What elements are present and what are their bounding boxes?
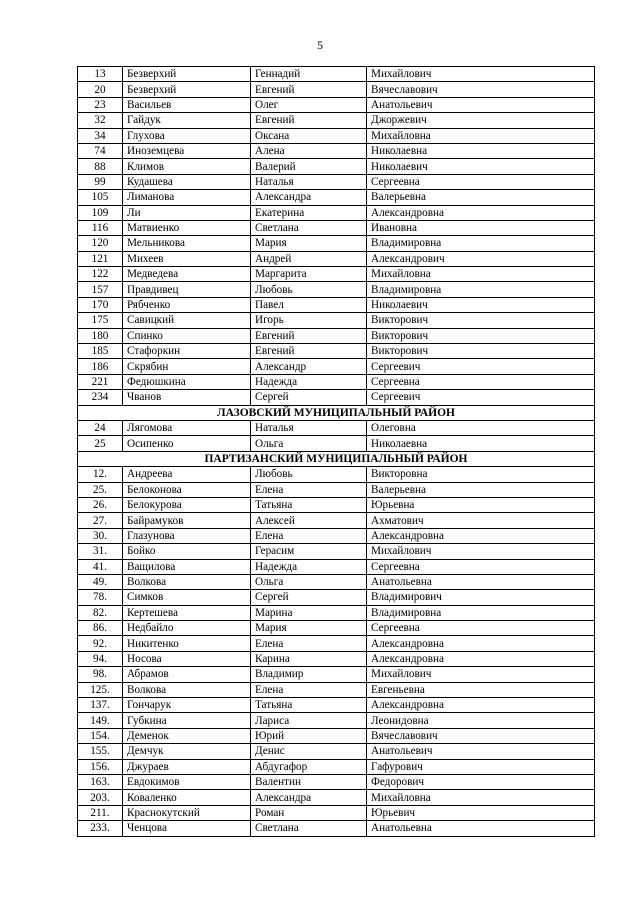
patronymic-cell: Ивановна	[367, 220, 595, 235]
table-row	[78, 497, 595, 512]
row-number-cell: 234	[78, 390, 123, 405]
last-name-cell: Недбайло	[123, 621, 251, 636]
first-name-cell: Карина	[251, 651, 367, 666]
last-name-cell: Андреева	[123, 467, 251, 482]
row-number-cell: 125.	[78, 682, 123, 697]
row-number-cell: 20	[78, 82, 123, 97]
first-name-cell: Ольга	[251, 574, 367, 589]
row-number-cell: 149.	[78, 713, 123, 728]
first-name-cell: Александра	[251, 190, 367, 205]
patronymic-cell: Сергеевна	[367, 174, 595, 189]
patronymic-cell: Владимирович	[367, 590, 595, 605]
patronymic-cell: Николаевна	[367, 143, 595, 158]
last-name-cell: Ченцова	[123, 821, 251, 836]
table-row	[78, 621, 595, 636]
patronymic-cell: Юрьевна	[367, 497, 595, 512]
last-name-cell: Осипенко	[123, 436, 251, 451]
table-row	[78, 420, 595, 435]
table-row	[78, 805, 595, 820]
row-number-cell: 186	[78, 359, 123, 374]
last-name-cell: Федюшкина	[123, 374, 251, 389]
row-number-cell: 175	[78, 313, 123, 328]
table-row	[78, 82, 595, 97]
first-name-cell: Надежда	[251, 374, 367, 389]
patronymic-cell: Вячеславович	[367, 728, 595, 743]
first-name-cell: Александра	[251, 790, 367, 805]
table-row	[78, 759, 595, 774]
table-row	[78, 744, 595, 759]
first-name-cell: Лариса	[251, 713, 367, 728]
first-name-cell: Алексей	[251, 513, 367, 528]
patronymic-cell: Михайлович	[367, 544, 595, 559]
table-row	[78, 528, 595, 543]
row-number-cell: 82.	[78, 605, 123, 620]
first-name-cell: Наталья	[251, 174, 367, 189]
row-number-cell: 203.	[78, 790, 123, 805]
table-row	[78, 667, 595, 682]
last-name-cell: Кудашева	[123, 174, 251, 189]
patronymic-cell: Николаевна	[367, 436, 595, 451]
last-name-cell: Савицкий	[123, 313, 251, 328]
row-number-cell: 105	[78, 190, 123, 205]
row-number-cell: 221	[78, 374, 123, 389]
row-number-cell: 12.	[78, 467, 123, 482]
table-row	[78, 220, 595, 235]
first-name-cell: Надежда	[251, 559, 367, 574]
first-name-cell: Светлана	[251, 220, 367, 235]
row-number-cell: 99	[78, 174, 123, 189]
row-number-cell: 120	[78, 236, 123, 251]
table-row	[78, 467, 595, 482]
row-number-cell: 92.	[78, 636, 123, 651]
patronymic-cell: Владимировна	[367, 236, 595, 251]
table-row	[78, 67, 595, 82]
district-header-row	[78, 451, 595, 466]
row-number-cell: 94.	[78, 651, 123, 666]
last-name-cell: Рябченко	[123, 297, 251, 312]
patronymic-cell: Викторовна	[367, 467, 595, 482]
first-name-cell: Сергей	[251, 390, 367, 405]
row-number-cell: 49.	[78, 574, 123, 589]
last-name-cell: Лягомова	[123, 420, 251, 435]
table-row	[78, 651, 595, 666]
first-name-cell: Екатерина	[251, 205, 367, 220]
table-row	[78, 559, 595, 574]
patronymic-cell: Анатольевна	[367, 574, 595, 589]
row-number-cell: 116	[78, 220, 123, 235]
last-name-cell: Ли	[123, 205, 251, 220]
last-name-cell: Белокурова	[123, 497, 251, 512]
last-name-cell: Ващилова	[123, 559, 251, 574]
last-name-cell: Глазунова	[123, 528, 251, 543]
table-row	[78, 574, 595, 589]
patronymic-cell: Леонидовна	[367, 713, 595, 728]
table-row	[78, 790, 595, 805]
patronymic-cell: Анатольевич	[367, 744, 595, 759]
table-row	[78, 728, 595, 743]
row-number-cell: 156.	[78, 759, 123, 774]
row-number-cell: 88	[78, 159, 123, 174]
first-name-cell: Евгений	[251, 113, 367, 128]
patronymic-cell: Владимировна	[367, 282, 595, 297]
patronymic-cell: Михайловна	[367, 128, 595, 143]
row-number-cell: 30.	[78, 528, 123, 543]
first-name-cell: Ольга	[251, 436, 367, 451]
patronymic-cell: Александровна	[367, 651, 595, 666]
patronymic-cell: Александровна	[367, 698, 595, 713]
last-name-cell: Стафоркин	[123, 344, 251, 359]
table-row	[78, 436, 595, 451]
last-name-cell: Волкова	[123, 682, 251, 697]
table-row	[78, 544, 595, 559]
table-row	[78, 590, 595, 605]
district-title: ЛАЗОВСКИЙ МУНИЦИПАЛЬНЫЙ РАЙОН	[78, 405, 595, 420]
first-name-cell: Андрей	[251, 251, 367, 266]
first-name-cell: Любовь	[251, 467, 367, 482]
table-row	[78, 267, 595, 282]
last-name-cell: Евдокимов	[123, 774, 251, 789]
last-name-cell: Краснокутский	[123, 805, 251, 820]
first-name-cell: Игорь	[251, 313, 367, 328]
patronymic-cell: Джоржевич	[367, 113, 595, 128]
patronymic-cell: Викторович	[367, 313, 595, 328]
row-number-cell: 163.	[78, 774, 123, 789]
first-name-cell: Олег	[251, 97, 367, 112]
last-name-cell: Бойко	[123, 544, 251, 559]
row-number-cell: 24	[78, 420, 123, 435]
table-row	[78, 143, 595, 158]
first-name-cell: Павел	[251, 297, 367, 312]
row-number-cell: 137.	[78, 698, 123, 713]
last-name-cell: Джураев	[123, 759, 251, 774]
last-name-cell: Правдивец	[123, 282, 251, 297]
last-name-cell: Коваленко	[123, 790, 251, 805]
table-row	[78, 113, 595, 128]
patronymic-cell: Сергеевна	[367, 559, 595, 574]
patronymic-cell: Валерьевна	[367, 482, 595, 497]
row-number-cell: 41.	[78, 559, 123, 574]
patronymic-cell: Михайлович	[367, 667, 595, 682]
first-name-cell: Сергей	[251, 590, 367, 605]
first-name-cell: Елена	[251, 482, 367, 497]
first-name-cell: Евгений	[251, 328, 367, 343]
patronymic-cell: Сергеевич	[367, 359, 595, 374]
patronymic-cell: Александрович	[367, 251, 595, 266]
first-name-cell: Светлана	[251, 821, 367, 836]
patronymic-cell: Александровна	[367, 528, 595, 543]
row-number-cell: 74	[78, 143, 123, 158]
table-row	[78, 205, 595, 220]
patronymic-cell: Владимировна	[367, 605, 595, 620]
table-row	[78, 821, 595, 836]
row-number-cell: 25.	[78, 482, 123, 497]
table-row	[78, 774, 595, 789]
table-row	[78, 251, 595, 266]
table-row	[78, 174, 595, 189]
first-name-cell: Евгений	[251, 344, 367, 359]
row-number-cell: 86.	[78, 621, 123, 636]
last-name-cell: Скрябин	[123, 359, 251, 374]
table-row	[78, 159, 595, 174]
table-row	[78, 190, 595, 205]
last-name-cell: Абрамов	[123, 667, 251, 682]
last-name-cell: Симков	[123, 590, 251, 605]
table-row	[78, 605, 595, 620]
district-title: ПАРТИЗАНСКИЙ МУНИЦИПАЛЬНЫЙ РАЙОН	[78, 451, 595, 466]
patronymic-cell: Валерьевна	[367, 190, 595, 205]
last-name-cell: Глухова	[123, 128, 251, 143]
patronymic-cell: Анатольевич	[367, 97, 595, 112]
row-number-cell: 32	[78, 113, 123, 128]
patronymic-cell: Сергеевич	[367, 390, 595, 405]
last-name-cell: Лиманова	[123, 190, 251, 205]
table-row	[78, 359, 595, 374]
table-row	[78, 482, 595, 497]
first-name-cell: Евгений	[251, 82, 367, 97]
patronymic-cell: Гафурович	[367, 759, 595, 774]
table-row	[78, 513, 595, 528]
first-name-cell: Татьяна	[251, 698, 367, 713]
table-row	[78, 390, 595, 405]
last-name-cell: Климов	[123, 159, 251, 174]
last-name-cell: Никитенко	[123, 636, 251, 651]
last-name-cell: Гончарук	[123, 698, 251, 713]
row-number-cell: 98.	[78, 667, 123, 682]
last-name-cell: Волкова	[123, 574, 251, 589]
first-name-cell: Марина	[251, 605, 367, 620]
last-name-cell: Байрамуков	[123, 513, 251, 528]
row-number-cell: 31.	[78, 544, 123, 559]
table-row	[78, 636, 595, 651]
patronymic-cell: Николаевич	[367, 297, 595, 312]
row-number-cell: 13	[78, 67, 123, 82]
row-number-cell: 155.	[78, 744, 123, 759]
row-number-cell: 157	[78, 282, 123, 297]
last-name-cell: Васильев	[123, 97, 251, 112]
first-name-cell: Оксана	[251, 128, 367, 143]
first-name-cell: Александр	[251, 359, 367, 374]
table-row	[78, 282, 595, 297]
last-name-cell: Михеев	[123, 251, 251, 266]
patronymic-cell: Федорович	[367, 774, 595, 789]
first-name-cell: Алена	[251, 143, 367, 158]
first-name-cell: Маргарита	[251, 267, 367, 282]
patronymic-cell: Евгеньевна	[367, 682, 595, 697]
last-name-cell: Спинко	[123, 328, 251, 343]
row-number-cell: 154.	[78, 728, 123, 743]
row-number-cell: 180	[78, 328, 123, 343]
first-name-cell: Наталья	[251, 420, 367, 435]
patronymic-cell: Михайлович	[367, 67, 595, 82]
row-number-cell: 34	[78, 128, 123, 143]
first-name-cell: Герасим	[251, 544, 367, 559]
row-number-cell: 170	[78, 297, 123, 312]
row-number-cell: 122	[78, 267, 123, 282]
table-row	[78, 328, 595, 343]
table-row	[78, 297, 595, 312]
patronymic-cell: Анатольевна	[367, 821, 595, 836]
patronymic-cell: Викторович	[367, 344, 595, 359]
table-row	[78, 713, 595, 728]
first-name-cell: Юрий	[251, 728, 367, 743]
table-row	[78, 682, 595, 697]
last-name-cell: Деменок	[123, 728, 251, 743]
first-name-cell: Мария	[251, 621, 367, 636]
table-row	[78, 344, 595, 359]
patronymic-cell: Николаевич	[367, 159, 595, 174]
row-number-cell: 211.	[78, 805, 123, 820]
row-number-cell: 185	[78, 344, 123, 359]
district-header-row	[78, 405, 595, 420]
patronymic-cell: Вячеславович	[367, 82, 595, 97]
row-number-cell: 233.	[78, 821, 123, 836]
table-row	[78, 698, 595, 713]
roster-table-body	[78, 67, 595, 837]
table-row	[78, 374, 595, 389]
row-number-cell: 109	[78, 205, 123, 220]
first-name-cell: Татьяна	[251, 497, 367, 512]
table-row	[78, 97, 595, 112]
first-name-cell: Валентин	[251, 774, 367, 789]
patronymic-cell: Михайловна	[367, 790, 595, 805]
first-name-cell: Роман	[251, 805, 367, 820]
last-name-cell: Медведева	[123, 267, 251, 282]
last-name-cell: Иноземцева	[123, 143, 251, 158]
row-number-cell: 26.	[78, 497, 123, 512]
page-number: 5	[317, 38, 323, 52]
first-name-cell: Абдугафор	[251, 759, 367, 774]
table-row	[78, 128, 595, 143]
last-name-cell: Чванов	[123, 390, 251, 405]
first-name-cell: Геннадий	[251, 67, 367, 82]
first-name-cell: Валерий	[251, 159, 367, 174]
first-name-cell: Денис	[251, 744, 367, 759]
row-number-cell: 25	[78, 436, 123, 451]
last-name-cell: Гайдук	[123, 113, 251, 128]
patronymic-cell: Юрьевич	[367, 805, 595, 820]
patronymic-cell: Михайловна	[367, 267, 595, 282]
last-name-cell: Губкина	[123, 713, 251, 728]
table-row	[78, 236, 595, 251]
last-name-cell: Матвиенко	[123, 220, 251, 235]
roster-table	[77, 66, 595, 837]
first-name-cell: Елена	[251, 528, 367, 543]
patronymic-cell: Сергеевна	[367, 374, 595, 389]
row-number-cell: 121	[78, 251, 123, 266]
last-name-cell: Белоконова	[123, 482, 251, 497]
last-name-cell: Демчук	[123, 744, 251, 759]
patronymic-cell: Александровна	[367, 205, 595, 220]
first-name-cell: Любовь	[251, 282, 367, 297]
last-name-cell: Мельникова	[123, 236, 251, 251]
first-name-cell: Елена	[251, 636, 367, 651]
last-name-cell: Безверхий	[123, 67, 251, 82]
patronymic-cell: Александровна	[367, 636, 595, 651]
first-name-cell: Елена	[251, 682, 367, 697]
row-number-cell: 23	[78, 97, 123, 112]
patronymic-cell: Сергеевна	[367, 621, 595, 636]
patronymic-cell: Викторович	[367, 328, 595, 343]
patronymic-cell: Олеговна	[367, 420, 595, 435]
first-name-cell: Мария	[251, 236, 367, 251]
last-name-cell: Кертешева	[123, 605, 251, 620]
patronymic-cell: Ахматович	[367, 513, 595, 528]
last-name-cell: Безверхий	[123, 82, 251, 97]
first-name-cell: Владимир	[251, 667, 367, 682]
last-name-cell: Носова	[123, 651, 251, 666]
row-number-cell: 78.	[78, 590, 123, 605]
row-number-cell: 27.	[78, 513, 123, 528]
table-row	[78, 313, 595, 328]
